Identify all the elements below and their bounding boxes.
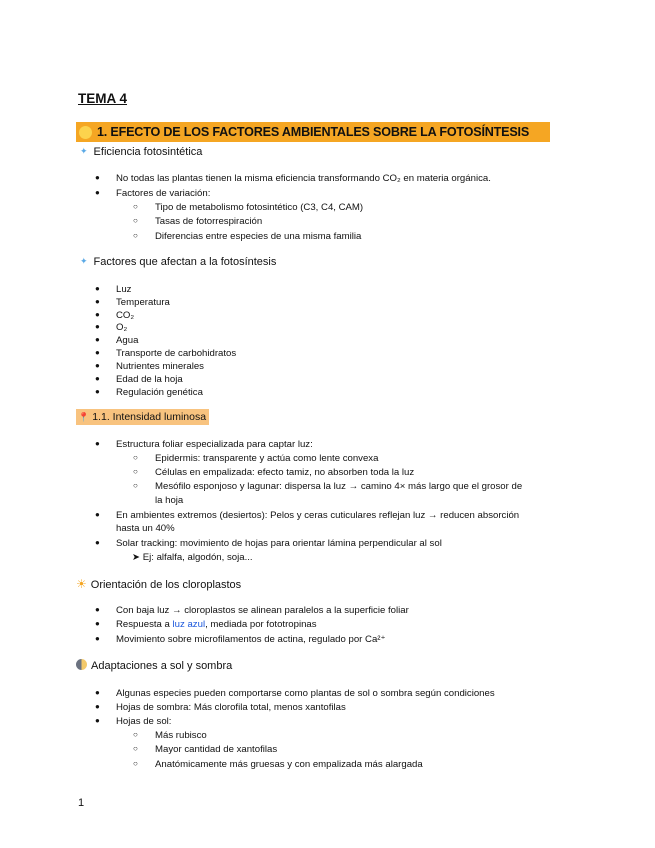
list-subitem-arrow: ➤ Ej: alfalfa, algodón, soja...: [132, 552, 253, 563]
list-subitem: Mayor cantidad de xantofilas: [155, 744, 278, 755]
list-item-continuation: hasta un 40%: [116, 523, 175, 534]
list-item: Agua: [116, 335, 139, 346]
bullet-icon: ●: [95, 297, 100, 306]
list-item: Respuesta a luz azul, mediada por fototropinas: [116, 619, 317, 630]
section-heading-1-1-text: 1.1. Intensidad luminosa: [92, 411, 207, 423]
circle-bullet-icon: ○: [133, 730, 138, 739]
list-item: Regulación genética: [116, 387, 203, 398]
bullet-icon: ●: [95, 361, 100, 370]
bullet-icon: ●: [95, 538, 100, 547]
list-item: Factores de variación:: [116, 188, 211, 199]
sun-icon: ☀: [76, 577, 87, 591]
sparkle-icon: ✦: [80, 256, 88, 266]
list-item: No todas las plantas tienen la misma eficiencia transformando CO₂ en materia orgánica.: [116, 173, 491, 184]
circle-bullet-icon: ○: [133, 481, 138, 490]
list-subitem: Epidermis: transparente y actúa como lente convexa: [155, 453, 379, 464]
bullet-icon: ●: [95, 439, 100, 448]
circle-bullet-icon: ○: [133, 467, 138, 476]
bullet-icon: ●: [95, 605, 100, 614]
section-heading-1: [76, 122, 550, 142]
bullet-icon: ●: [95, 284, 100, 293]
bullet-icon: ●: [95, 688, 100, 697]
list-item: Con baja luz → cloroplastos se alinean paralelos a la superficie foliar: [116, 605, 409, 616]
list-item: Movimiento sobre microfilamentos de actina, regulado por Ca²⁺: [116, 634, 386, 645]
section-heading-1-text: 1. EFECTO DE LOS FACTORES AMBIENTALES SOBRE LA FOTOSÍNTESIS: [97, 125, 530, 139]
list-item: Solar tracking: movimiento de hojas para orientar lámina perpendicular al sol: [116, 538, 442, 549]
bullet-icon: ●: [95, 716, 100, 725]
bullet-icon: ●: [95, 619, 100, 628]
list-item: Hojas de sol:: [116, 716, 172, 727]
subsection-adaptaciones: Adaptaciones a sol y sombra: [76, 659, 232, 672]
list-item: CO₂: [116, 310, 135, 321]
bullet-icon: ●: [95, 310, 100, 319]
list-subitem: Diferencias entre especies de una misma familia: [155, 231, 362, 242]
subsection-factores: ✦ Factores que afectan a la fotosíntesis: [80, 256, 277, 268]
bullet-icon: ●: [95, 188, 100, 197]
sparkle-icon: ✦: [80, 146, 88, 156]
list-item: Algunas especies pueden comportarse como plantas de sol o sombra según condiciones: [116, 688, 495, 699]
list-subitem: Anatómicamente más gruesas y con empalizada más alargada: [155, 759, 423, 770]
list-item: Hojas de sombra: Más clorofila total, menos xantofilas: [116, 702, 346, 713]
blue-light-text: luz azul: [172, 619, 206, 630]
list-item: En ambientes extremos (desiertos): Pelos y ceras cuticulares reflejan luz → reducen absorción: [116, 510, 520, 521]
list-subitem: Tipo de metabolismo fotosintético (C3, C4, CAM): [155, 202, 364, 213]
circle-bullet-icon: ○: [133, 759, 138, 768]
subsection-eficiencia: ✦ Eficiencia fotosintética: [80, 146, 203, 158]
list-item: Estructura foliar especializada para captar luz:: [116, 439, 313, 450]
half-moon-icon: [76, 659, 87, 670]
list-item: Luz: [116, 284, 132, 295]
bullet-icon: ●: [95, 348, 100, 357]
page-number: 1: [78, 797, 85, 809]
list-item: Nutrientes minerales: [116, 361, 204, 372]
bullet-icon: ●: [95, 374, 100, 383]
smiley-icon: [79, 126, 92, 139]
bullet-icon: ●: [95, 322, 100, 331]
subsection-orientacion: ☀ Orientación de los cloroplastos: [76, 577, 242, 591]
list-item: Transporte de carbohidratos: [116, 348, 237, 359]
section-heading-1-1: [76, 409, 209, 425]
bullet-icon: ●: [95, 510, 100, 519]
list-item: Edad de la hoja: [116, 374, 183, 385]
list-subitem: Mesófilo esponjoso y lagunar: dispersa la luz → camino 4× más largo que el grosor de: [155, 481, 523, 492]
bullet-icon: ●: [95, 702, 100, 711]
circle-bullet-icon: ○: [133, 202, 138, 211]
bullet-icon: ●: [95, 173, 100, 182]
bullet-icon: ●: [95, 634, 100, 643]
circle-bullet-icon: ○: [133, 231, 138, 240]
pushpin-icon: 📍: [78, 411, 90, 422]
circle-bullet-icon: ○: [133, 744, 138, 753]
list-subitem: Células en empalizada: efecto tamiz, no absorben toda la luz: [155, 467, 415, 478]
list-subitem-continuation: la hoja: [155, 495, 184, 506]
list-subitem: Más rubisco: [155, 730, 207, 741]
circle-bullet-icon: ○: [133, 216, 138, 225]
bullet-icon: ●: [95, 335, 100, 344]
bullet-icon: ●: [95, 387, 100, 396]
list-subitem: Tasas de fotorrespiración: [155, 216, 263, 227]
list-item: Temperatura: [116, 297, 170, 308]
page-title: TEMA 4: [78, 91, 128, 106]
list-item: O₂: [116, 322, 128, 333]
circle-bullet-icon: ○: [133, 453, 138, 462]
